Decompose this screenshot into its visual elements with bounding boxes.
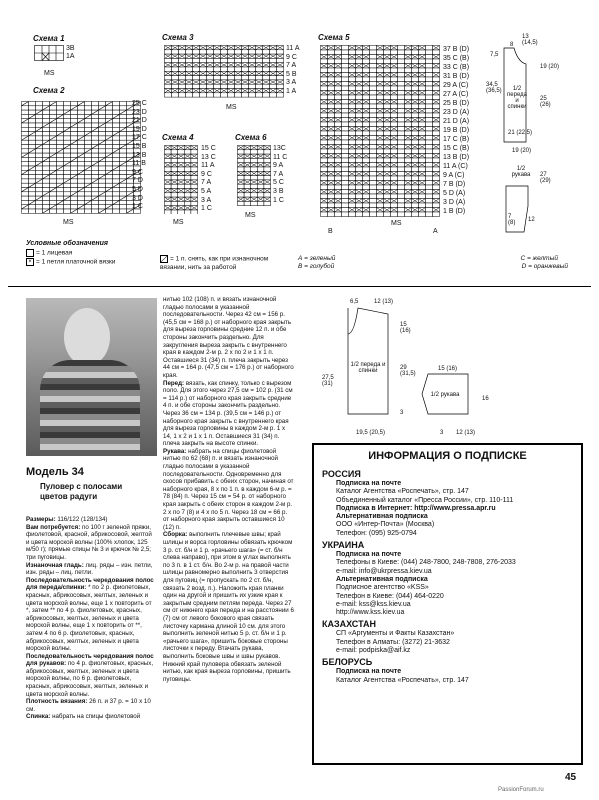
- mid-sleeve-bottom: 12 (13): [456, 430, 476, 436]
- article-paragraph: Последовательность чередования полос для переда/спинки: * по 2 р. фиолетовых, красных, абрикосовых, желтых, зеленых и цвета морской волны, еще 1 х повторить от *, затем ** по 4 р. фиолетовых, красных, абрикосовых, желтых, зеленых и цвета морской волны, еще 1 х повторить от **, затем 4 по 6 р. фиолетовых, красных, абрикосовых, желтых, зеленых и цвета морской волны.: [26, 576, 154, 653]
- article-paragraph: Размеры: 116/122 (128/134): [26, 516, 108, 523]
- mid-sleeve-height: 16: [482, 396, 489, 402]
- top-dim-top: 13 (14,5): [522, 34, 538, 46]
- row-label: 11 A: [201, 162, 215, 170]
- scheme-3-ms: MS: [226, 104, 237, 111]
- row-label: 15 C: [201, 145, 216, 152]
- row-label: 15 C (B): [443, 145, 470, 152]
- row-label: 11 C: [273, 153, 288, 161]
- row-label: 5 A: [201, 187, 212, 195]
- scheme-5-grid: [320, 45, 442, 217]
- article-paragraph: Плотность вязания: 26 п. и 37 р. = 10 х 10 см.: [26, 698, 151, 713]
- row-label: 9 C: [201, 170, 212, 178]
- subscription-line: Телефоны в Киеве: (044) 248-7800, 248-7808, 276-2033: [336, 559, 516, 567]
- subscription-line: ООО «Интер-Почта» (Москва): [336, 521, 435, 529]
- top-sleeve-label: 1/2 рукава: [511, 166, 531, 178]
- subscription-line[interactable]: Подписка в Интернет: http://www.pressa.apr.ru: [336, 504, 496, 512]
- mid-center-label: 1/2 переда и спинки: [350, 362, 386, 374]
- knit-symbol-icon: [26, 249, 34, 257]
- subscription-line[interactable]: e-mail: kss@kss.kiev.ua: [336, 600, 411, 608]
- row-label: 13 B (D): [443, 154, 470, 161]
- legend: [26, 240, 115, 266]
- row-label: 13C: [273, 145, 286, 152]
- color-c: С = желтый: [520, 255, 558, 262]
- mid-sleeve-top: 15 (16): [438, 366, 458, 372]
- row-label: 31 B (D): [443, 73, 470, 80]
- row-label: 23 D: [132, 108, 147, 116]
- subscription-line: Телефон в Киеве: (044) 464-0220: [336, 592, 444, 600]
- row-label: 9 C: [286, 53, 297, 61]
- row-label: 1 B (D): [443, 208, 466, 215]
- scheme-2-row-labels: [132, 100, 147, 212]
- top-dim-side: 7,5: [490, 52, 499, 58]
- subscription-line[interactable]: e-mail: podpiska@aif.kz: [336, 647, 411, 655]
- scheme-4-title: Схема 4: [162, 133, 194, 142]
- row-label: 21 D (A): [443, 118, 470, 125]
- article-paragraph: Рукава: набрать на спицы фиолетовой нитью по 62 (68) п. и вязать изнаночной гладью полосами в указанной последовательности. Одновременно для скосов прибавить с обеих сторон, начиная от наборного края, 8 х по 1 п. в каждом 6-м р. = 78 (84) п. Через 15 см = 54 р. от наборного края закрыть с обеих сторон в каждом 2-м р. 2 х по 7 (8) и 4 х по 5 п. Через 18 см = 66 р. от наборного края закрыть оставшиеся 10 (12) п.: [163, 447, 294, 531]
- article-paragraph: Изнаночная гладь: лиц. ряды – изн. петли, изн. ряды – лиц. петли.: [26, 561, 153, 577]
- row-label: 29 A (C): [443, 82, 469, 89]
- top-sleeve-bottom: 12: [528, 217, 535, 223]
- row-label: 17 C: [132, 134, 147, 142]
- row-label: 13 B: [132, 151, 147, 159]
- page-number: 45: [565, 772, 577, 783]
- row-label: 7 A: [273, 170, 284, 178]
- row-label: 9 A (C): [443, 172, 465, 179]
- scheme-3-title: Схема 3: [162, 33, 194, 42]
- scheme-5-row-labels: [443, 45, 469, 216]
- subscription-line[interactable]: http://www.kss.kiev.ua: [336, 609, 405, 617]
- row-label: 3 D: [132, 194, 143, 202]
- top-sleeve-bottom-left: 7 (8): [508, 214, 516, 226]
- top-dim-l1: 19 (20): [540, 64, 560, 70]
- row-label: 3 A: [201, 196, 212, 204]
- top-dim-width: 21 (22,5): [508, 130, 533, 136]
- mid-sleeve-b1: 3: [440, 430, 444, 436]
- article-title: Пуловер с полосами цветов радуги: [40, 482, 123, 501]
- top-center-label: 1/2 переда и спинки: [507, 86, 527, 110]
- legend-knit: = 1 лицевая: [26, 249, 115, 258]
- subscription-line: Каталог Агентства «Роспечать», стр. 147: [336, 676, 469, 684]
- mid-dim-width: 19,5 (20,5): [356, 430, 386, 436]
- model-number: Модель 34: [26, 466, 84, 478]
- top-sleeve-length: 27 (29): [540, 172, 551, 184]
- article-paragraph: Перед: вязать, как спинку, только с вырезом поло. Для этого через 27,5 см = 102 р. (31 см = 114 р.) от наборного края закрыть средние 4 п. и обе стороны закончить раздельно. Через 36 см = 134 р. (39,5 см = 146 р.) от наборного края закрыть с внутреннего края для выреза горловины в каждом 2-м р. 1 х 14, 1 х 2 и 1 х 1 п. Оставшиеся 31 (34) п. плеча закрыть на высоте спинки.: [163, 379, 293, 448]
- row-label: 5 B: [286, 70, 297, 78]
- legend-colors: [298, 255, 578, 271]
- scheme-1-row-labels: [66, 45, 75, 60]
- color-a: А = зеленый: [298, 255, 336, 262]
- mid-dim-h1: 29 (31,5): [400, 365, 416, 377]
- scheme-6-title: Схема 6: [235, 133, 267, 142]
- row-label: 37 B (D): [443, 46, 470, 53]
- row-label: 9 C: [132, 168, 143, 176]
- scheme-6-row-labels: [273, 145, 287, 205]
- scheme-2-grid: [21, 101, 144, 214]
- row-label: 11 A (C): [443, 163, 468, 170]
- row-label: 3 D (A): [443, 199, 466, 206]
- article-column-b: [163, 296, 295, 683]
- country-heading: КАЗАХСТАН: [322, 619, 376, 630]
- article-paragraph: нитью 102 (108) п. и вязать изнаночной гладью полосами в указанной последовательности. Через 42 см = 156 р. (45,5 см = 168 р.) от наборного края закрыть для выреза горловины средние 12 п. и обе стороны закончить раздельно. Для закругления выреза закрыть с внутреннего края в каждом 2-м р. 2 х по 2 и 1 х 1 п. Оставшиеся 31 (34) п. плеча закрыть через 44 см = 164 р. (47,5 см = 176 р.) от наборного края.: [163, 296, 294, 379]
- scheme-4-grid: [164, 145, 198, 214]
- subscription-title: ИНФОРМАЦИЯ О ПОДПИСКЕ: [368, 450, 527, 462]
- subscription-line[interactable]: e-mail: info@ukrpressa.kiev.ua: [336, 567, 432, 575]
- color-d: D = оранжевый: [521, 263, 568, 270]
- row-label: 9 A: [273, 162, 284, 170]
- top-sleeve-top: 19 (20): [512, 148, 532, 154]
- article-paragraph: Последовательность чередования полос для рукавов: по 4 р. фиолетовых, красных, абрикосовых, желтых, зеленых и цвета морской волны, по 6 р. фиолетовых, красных, абрикосовых, желтых, зеленых и цвета морской волны.: [26, 652, 154, 698]
- scheme-6-grid: [237, 145, 271, 206]
- subscription-line: Подписка на почте: [336, 551, 402, 559]
- row-label: 5 D (A): [443, 190, 466, 197]
- row-label: 17 C (B): [443, 136, 470, 143]
- subscription-line: Альтернативная подписка: [336, 575, 428, 583]
- top-dim-l2: 34,5 (36,5): [486, 82, 502, 94]
- row-label: 1 C: [132, 203, 143, 211]
- divider: [8, 286, 591, 287]
- slip-symbol-icon: [160, 255, 168, 263]
- country-heading: БЕЛОРУСЬ: [322, 657, 373, 668]
- subscription-line: Объединенный каталог «Пресса России», стр. 110-111: [336, 496, 514, 504]
- country-heading: РОССИЯ: [322, 469, 361, 479]
- scheme-5-mark-a: A: [433, 228, 438, 235]
- cross-symbol-icon: ×: [26, 258, 34, 266]
- mid-dim-top: 12 (13): [374, 299, 394, 305]
- color-b: В = голубой: [298, 263, 335, 270]
- scheme-5-title: Схема 5: [318, 33, 350, 42]
- subscription-line: Подписка на почте: [336, 668, 402, 676]
- subscription-line: Телефон: (095) 925-0794: [336, 529, 417, 537]
- mid-dim-b1: 3: [400, 410, 404, 416]
- row-label: 25 С: [132, 100, 147, 107]
- top-dim-l3: 25 (26): [540, 96, 551, 108]
- subscription-line: Телефон в Алматы: (3272) 21-3632: [336, 638, 450, 646]
- model-photo: [26, 298, 157, 456]
- scheme-4-ms: MS: [173, 219, 184, 226]
- row-label: 3 B: [273, 187, 284, 195]
- subscription-line: Альтернативная подписка: [336, 513, 428, 521]
- row-label: 3 A: [286, 79, 297, 87]
- row-label: 1 C: [201, 205, 212, 213]
- scheme-6-ms: MS: [245, 212, 256, 219]
- row-label: 1 C: [273, 196, 284, 204]
- scheme-1-grid: [34, 45, 64, 61]
- row-label: 35 C (B): [443, 55, 470, 62]
- row-label: 7 A: [201, 179, 212, 187]
- row-label: 5 C: [273, 179, 284, 187]
- watermark: PassionForum.ru: [498, 787, 544, 793]
- legend-title: Условные обозначения: [26, 240, 109, 247]
- row-label: 15 B: [132, 142, 147, 150]
- article-paragraph: Сборка: выполнить плечевые швы; край шлицы и ворса горловины обвязать крючком 3 р. ст. б/н и 1 р. «рачьего шага» (= ст. б/н слева направо), при этом в углах выполнять по 3 п. в 1 ст. б/н. Во 2-м р. на правой части шлицы равномерно выполнить 3 отверстия для пуговиц (= пропускать по 2 ст. б/н, связать 2 возд. п.). Наложить края планки один на другой и пришить их узкие края к закрытым средним петлям переда. Через 27 см от нижнего края переда и на расстоянии 6 (7) см от левого бокового края связать листочку кармана длиной 10 см. для этого выполнить зеленой нитью 5 р. ст. б/н и 1 р. «рачьего шага», пришить боковые стороны листочки к переду. Втачать рукава, выполнить боковые швы и швы рукавов. Нижний край пуловера обвязать зеленой нитью, как края выреза горловины, пришить пуговицы.: [163, 531, 294, 683]
- row-label: 1 A: [286, 87, 297, 95]
- scheme-2-ms: MS: [63, 219, 74, 226]
- subscription-line: СП «Аргументы и Факты Казахстан»: [336, 630, 455, 638]
- row-label: 7 A: [286, 62, 297, 70]
- mid-dim-neck: 6,5: [350, 299, 359, 305]
- article-paragraph: Вам потребуется: по 100 г зеленой пряжи, фиолетовой, красной, абрикосовой, желтой и цвета морской волны (100% хлопок, 125 м/50 г); прямые спицы № 3 и крючок № 2,5; три пуговицы.: [26, 523, 152, 561]
- article-paragraph: Спинка: набрать на спицы фиолетовой: [26, 713, 141, 721]
- article-column-a: [26, 516, 154, 721]
- row-label: 7 B (D): [443, 181, 466, 188]
- row-label: 19 B (D): [443, 127, 470, 134]
- row-label: 11 B: [132, 160, 146, 168]
- scheme-1-title: Схема 1: [33, 34, 65, 43]
- top-dim-neck: 8: [510, 42, 514, 48]
- row-label: 19 D: [132, 125, 147, 133]
- legend-garter: × = 1 петля платочной вязки: [26, 258, 115, 267]
- mid-dim-h2: 27,5 (31): [322, 375, 334, 387]
- scheme-1-ms: MS: [44, 70, 55, 77]
- row-label: 7 D: [132, 177, 143, 185]
- scheme-5-ms: MS: [391, 220, 402, 227]
- row-label: 1А: [66, 52, 75, 60]
- scheme-3-row-labels: [286, 45, 300, 97]
- subscription-line: Подписное агентство «KSS»: [336, 584, 429, 592]
- row-label: 5 D: [132, 185, 143, 193]
- row-label: 33 C (B): [443, 64, 470, 71]
- scheme-3-grid: [164, 45, 286, 98]
- row-label: 3В: [66, 45, 75, 52]
- subscription-line: Каталог Агентства «Роспечать», стр. 147: [336, 488, 469, 496]
- country-heading: УКРАИНА: [322, 540, 365, 551]
- scheme-5-mark-b: B: [328, 228, 333, 235]
- subscription-box: [312, 443, 583, 765]
- row-label: 27 A (C): [443, 91, 469, 98]
- subscription-body: [322, 467, 580, 685]
- row-label: 23 D (A): [443, 109, 470, 116]
- mid-dim-t1: 15 (16): [400, 322, 411, 334]
- mid-sleeve-label: 1/2 рукава: [430, 392, 460, 398]
- legend-slip: = 1 п. снять, как при изнаночном вязании, нить за работой: [160, 255, 269, 271]
- subscription-line: Подписка на почте: [336, 480, 402, 487]
- row-label: 11 A: [286, 45, 300, 52]
- scheme-2-title: Схема 2: [33, 86, 65, 95]
- row-label: 13 C: [201, 153, 216, 161]
- row-label: 21 D: [132, 117, 147, 125]
- scheme-4-row-labels: [201, 145, 216, 214]
- row-label: 25 B (D): [443, 100, 470, 107]
